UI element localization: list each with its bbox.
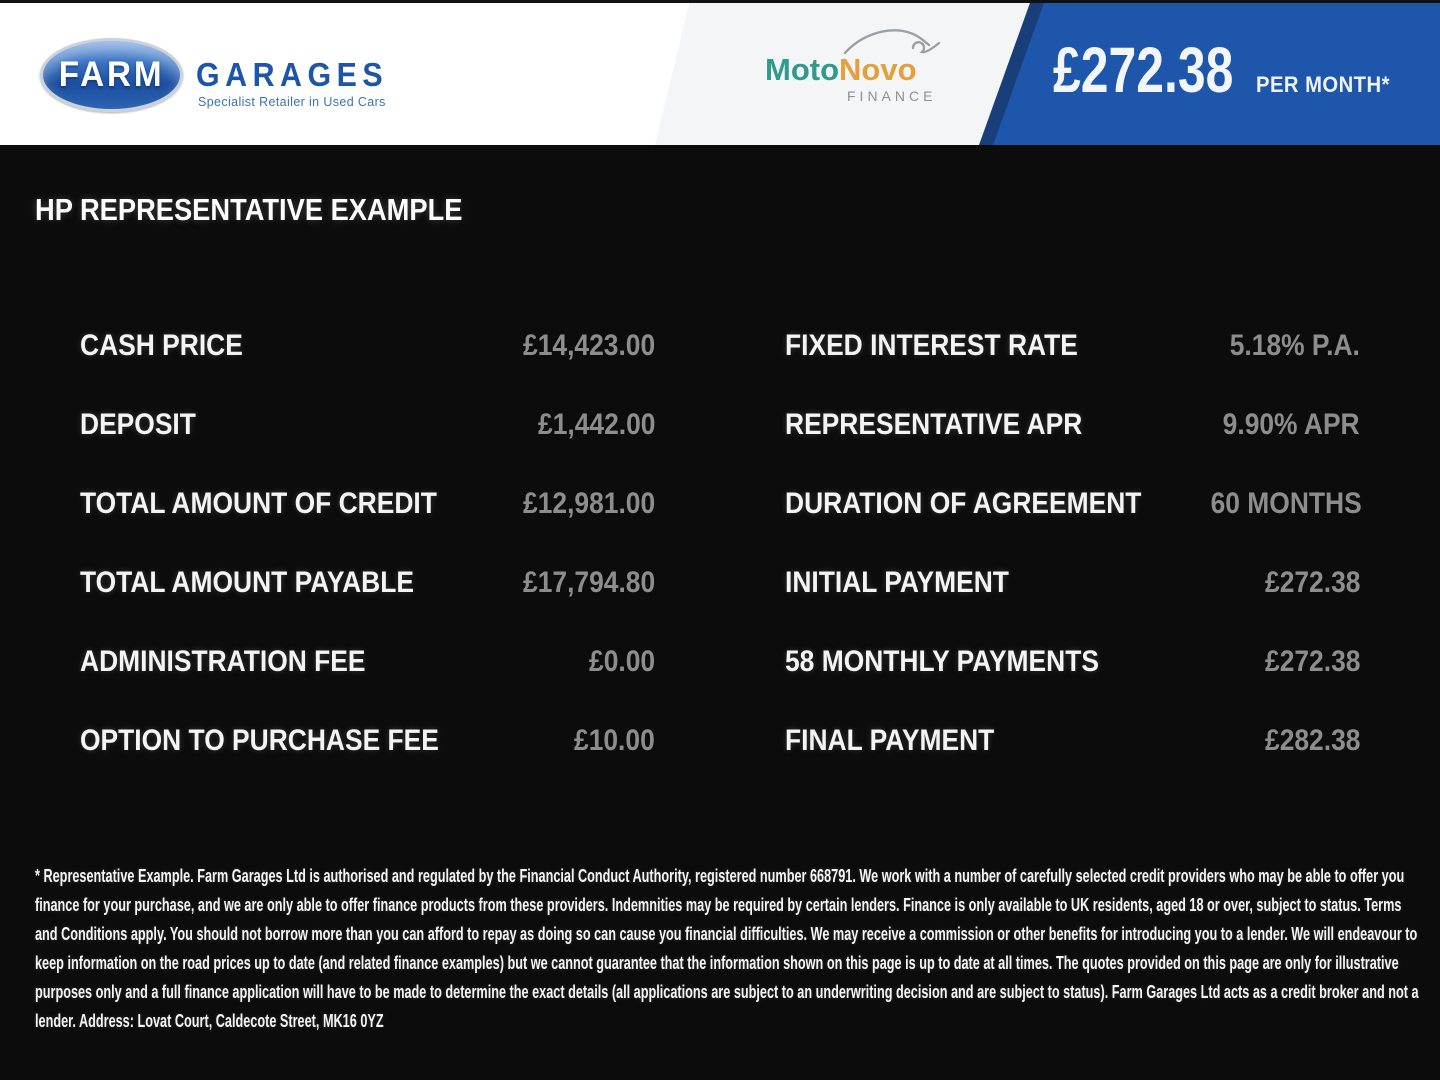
disclaimer-text: * Representative Example. Farm Garages Ltd is authorised and regulated by the Financial Conduct Authority, registered number 668791. We work with a number of carefully selected credit providers who may be able to offer you finance for your purchase, and we are only able to offer finance products from these providers. Indemnities may be required by certain lenders. Finance is only available to UK residents, aged 18 or over, subject to status. Terms and Conditions apply. You should not borrow more than you can afford to repay as doing so can cause you financial difficulties. We may receive a commission or other benefits for introducing you to a lender. We will endeavour to keep information on the road prices up to date (and related finance examples) but we cannot guarantee that the information shown on this page is up to date at all times. The quotes provided on this page are only for illustrative purposes only and a full finance application will have to be made to determine the exact details (all applications are subject to an underwriting decision and are subject to status). Farm Garages Ltd acts as a credit broker and not a lender. Address: Lovat Court, Caldecote Street, MK16 0YZ — [35, 866, 1419, 1031]
row-value: £272.38 — [1264, 644, 1360, 678]
row-label: OPTION TO PURCHASE FEE — [80, 723, 439, 757]
table-row — [80, 306, 655, 385]
dealer-logo-name: GARAGES — [196, 56, 389, 93]
finance-lender-logo — [765, 26, 945, 121]
dealer-logo-tagline: Specialist Retailer in Used Cars — [198, 94, 386, 109]
row-value: £14,423.00 — [522, 328, 655, 362]
row-label: INITIAL PAYMENT — [785, 565, 1009, 599]
finance-logo-subtitle: FINANCE — [847, 88, 937, 104]
row-label: DURATION OF AGREEMENT — [785, 486, 1142, 520]
row-value: 5.18% P.A. — [1229, 328, 1360, 362]
table-row — [80, 701, 655, 780]
row-label: TOTAL AMOUNT OF CREDIT — [80, 486, 437, 520]
row-value: £282.38 — [1264, 723, 1360, 757]
table-row — [785, 543, 1360, 622]
table-row — [80, 622, 655, 701]
farm-oval-icon — [40, 38, 183, 112]
row-value: £1,442.00 — [537, 407, 655, 441]
top-border-line — [0, 0, 1440, 3]
row-label: TOTAL AMOUNT PAYABLE — [80, 565, 414, 599]
row-value: £272.38 — [1264, 565, 1360, 599]
row-value: £12,981.00 — [522, 486, 655, 520]
row-value: 9.90% APR — [1223, 407, 1360, 441]
row-value: 60 MONTHS — [1210, 486, 1362, 520]
finance-table — [80, 306, 1360, 780]
table-row — [80, 385, 655, 464]
monthly-price-banner — [1053, 34, 1402, 106]
monthly-price-period: PER MONTH* — [1256, 72, 1391, 97]
monthly-price-amount: £272.38 — [1053, 34, 1234, 106]
table-row — [785, 464, 1360, 543]
finance-logo-moto: Moto — [765, 52, 840, 87]
table-row — [80, 464, 655, 543]
row-label: REPRESENTATIVE APR — [785, 407, 1083, 441]
table-row — [80, 543, 655, 622]
row-label: FINAL PAYMENT — [785, 723, 995, 757]
table-row — [785, 385, 1360, 464]
page-title: HP REPRESENTATIVE EXAMPLE — [35, 192, 463, 227]
dealer-logo — [0, 0, 560, 145]
table-row — [785, 622, 1360, 701]
dealer-logo-oval-text: FARM — [58, 55, 165, 94]
row-label: ADMINISTRATION FEE — [80, 644, 366, 678]
row-label: DEPOSIT — [80, 407, 196, 441]
row-label: 58 MONTHLY PAYMENTS — [785, 644, 1099, 678]
finance-logo-novo: Novo — [839, 52, 917, 87]
table-row — [785, 306, 1360, 385]
row-value: £10.00 — [574, 723, 655, 757]
row-label: FIXED INTEREST RATE — [785, 328, 1078, 362]
table-row — [785, 701, 1360, 780]
row-label: CASH PRICE — [80, 328, 243, 362]
header — [0, 0, 1440, 145]
row-value: £17,794.80 — [522, 565, 655, 599]
row-value: £0.00 — [588, 644, 655, 678]
finance-logo-wordmark — [765, 52, 917, 88]
disclaimer-section — [35, 862, 1425, 1036]
